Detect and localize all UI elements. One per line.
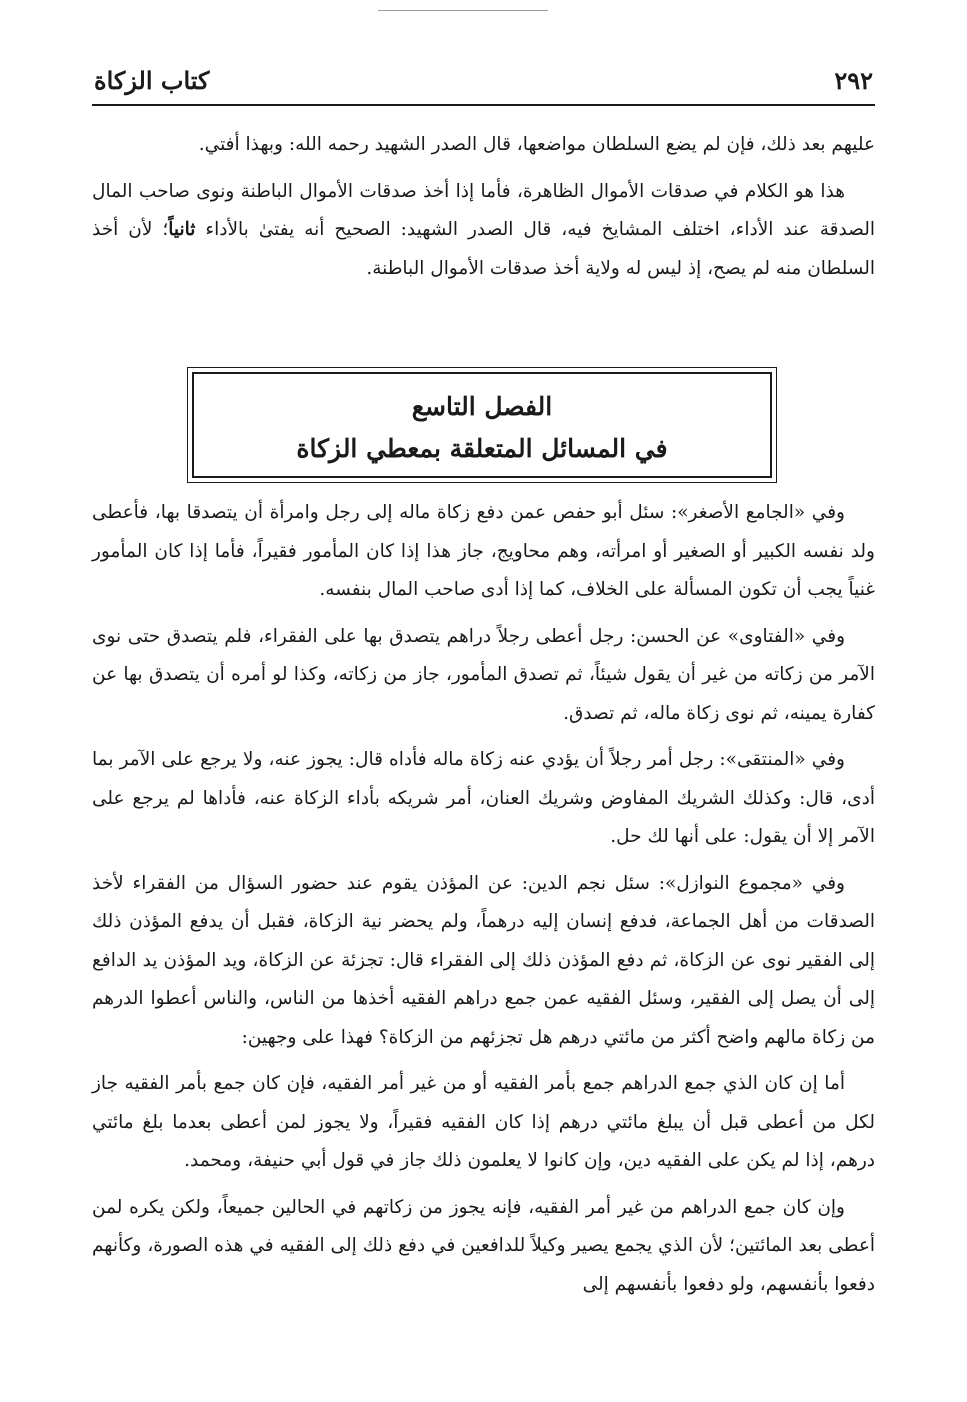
paragraph-second-case: وإن كان جمع الدراهم من غير أمر الفقيه، فإنه يجوز من زكاتهم في الحالين جميعاً، ولكن يكره لمن أعطى بعد المائتين؛ لأن الذي يجمع يصير وكيلاً للدافعين في دفع ذلك إلى الفقيه في هذه الصورة، وكأنهم دفعوا بأنفسهم، ولو دفعوا بأنفسهم إلى bbox=[92, 1196, 875, 1295]
main-text bbox=[92, 494, 875, 1312]
chapter-title: الفصل التاسع bbox=[411, 392, 553, 421]
intro-paragraph-2-end: ؛ لأن أخذ السلطان منه لم يصح، إذ ليس له ولاية أخذ صدقات الأموال الباطنة. bbox=[92, 219, 875, 279]
intro-text bbox=[92, 126, 875, 296]
emphasis-word: ثانياً bbox=[168, 219, 196, 240]
paragraph-jami-asghar: وفي «الجامع الأصغر»: سئل أبو حفص عمن دفع زكاة ماله إلى رجل وامرأة أن يتصدقا بها، فأعطى ولد نفسه الكبير أو الصغير أو امرأته، وهم محاويج، جاز هذا إذا كان المأمور فقيراً، فأما إذا كان المأمور غنياً يجب أن تكون المسألة على الخلاف، كما إذا أدى صاحب المال بنفسه. bbox=[92, 502, 875, 600]
page-number: ٢٩٢ bbox=[834, 66, 873, 95]
paragraph-first-case: أما إن كان الذي جمع الدراهم جمع بأمر الفقيه أو من غير أمر الفقيه، فإن كان جمع بأمر الفقيه جاز لكل من أعطى قبل أن يبلغ مائتي درهم إذا كان الفقيه فقيراً، ولا يجوز لمن أعطى بعدما بلغ مائتي درهم، إذا لم يكن على الفقيه دين، وإن كانوا لا يعلمون ذلك جاز في قول أبي حنيفة، ومحمد. bbox=[92, 1073, 875, 1171]
top-divider bbox=[378, 10, 548, 11]
intro-paragraph-1: عليهم بعد ذلك، فإن لم يضع السلطان مواضعها، قال الصدر الشهيد رحمه الله: وبهذا أفتي. bbox=[198, 134, 875, 155]
running-title: كتاب الزكاة bbox=[94, 66, 210, 95]
chapter-subtitle: في المسائل المتعلقة بمعطي الزكاة bbox=[296, 434, 668, 463]
chapter-heading-frame bbox=[187, 367, 777, 483]
page-header bbox=[92, 60, 875, 106]
paragraph-muntaqa: وفي «المنتقى»: رجل أمر رجلاً أن يؤدي عنه زكاة ماله فأداه قال: يجوز عنه، ولا يرجع على الآمر بما أدى، قال: وكذلك الشريك المفاوض وشريك العنان، أمر شريكه بأداء الزكاة عنه، فأداها لم يرجع على الآمر إلا أن يقول: على أنها لك حل. bbox=[92, 749, 875, 847]
paragraph-majmu-nawazil: وفي «مجموع النوازل»: سئل نجم الدين: عن المؤذن يقوم عند حضور السؤال من الفقراء لأخذ الصدقات من أهل الجماعة، فدفع إنسان إليه درهماً، ولم يحضر نية الزكاة، فقبل أن يدفع المؤذن ذلك إلى الفقير نوى عن الزكاة، ثم دفع المؤذن ذلك إلى الفقراء قال: تجزئة عن الزكاة، ويد المؤذن يد الدافع إلى أن يصل إلى الفقير، وسئل الفقيه عمن جمع دراهم الفقيه أخذها من الناس، والناس أعطوا الدرهم من زكاة مالهم واضح أكثر من مائتي درهم هل تجزئهم من الزكاة؟ فهذا على وجهين: bbox=[92, 872, 875, 1048]
intro-paragraph-2 bbox=[92, 173, 875, 289]
paragraph-fatawa: وفي «الفتاوى» عن الحسن: رجل أعطى رجلاً دراهم يتصدق بها على الفقراء، فلم يتصدق حتى نوى الآمر من زكاته من غير أن يقول شيئاً، ثم تصدق المأمور، جاز من زكاته، وكذا لو أمره أن يتصدق بها عن كفارة يمينه، ثم نوى زكاة ماله، ثم تصدق. bbox=[92, 625, 875, 724]
intro-paragraph-2-start: هذا هو الكلام في صدقات الأموال الظاهرة، فأما إذا أخذ صدقات الأموال الباطنة ونوى صاحب المال الصدقة عند الأداء، اختلف المشايخ فيه، قال الصدر الشهيد: الصحيح أنه يفتىٰ بالأداء bbox=[92, 180, 875, 240]
